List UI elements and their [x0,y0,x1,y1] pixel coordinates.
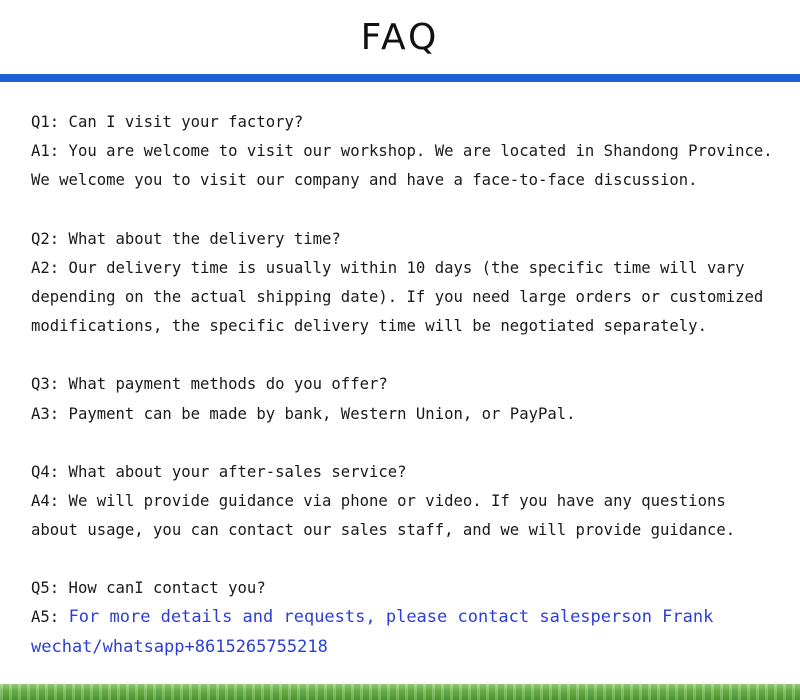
faq-answer-line [31,603,781,632]
faq-item-q3 [31,370,781,428]
faq-question: Q2: What about the delivery time? [31,229,341,248]
faq-answer-line: A2: Our delivery time is usually within 10 days (the specific time will vary [31,258,745,277]
page-header [0,0,800,74]
faq-question: Q4: What about your after-sales service? [31,462,407,481]
faq-answer-line: A1: You are welcome to visit our workshop. We are located in Shandong Province. [31,142,773,161]
faq-answer-line: A3: Payment can be made by bank, Western Union, or PayPal. [31,404,576,423]
faq-answer-prefix: A5: [31,608,69,627]
faq-item-q2 [31,225,781,342]
faq-answer-line: We welcome you to visit our company and have a face-to-face discussion. [31,171,698,190]
faq-answer-line: depending on the actual shipping date). If you need large orders or customized [31,287,764,306]
faq-question: Q1: Can I visit your factory? [31,113,304,131]
faq-question: Q5: How canI contact you? [31,579,266,598]
faq-question: Q3: What payment methods do you offer? [31,375,388,394]
page-title: FAQ [360,17,440,58]
faq-answer-line: A4: We will provide guidance via phone or video. If you have any questions [31,491,726,510]
header-divider [0,74,800,82]
contact-phone-text: wechat/whatsapp+8615265755218 [31,636,328,657]
contact-details-text: For more details and requests, please contact salesperson Frank [68,607,714,628]
faq-item-q1 [31,108,781,196]
faq-list [31,108,781,691]
faq-answer-line: modifications, the specific delivery time will be negotiated separately. [31,317,707,336]
faq-item-q5 [31,574,781,662]
faq-item-q4 [31,458,781,546]
footer-grass-strip [0,684,800,700]
faq-answer-line: about usage, you can contact our sales staff, and we will provide guidance. [31,521,736,540]
